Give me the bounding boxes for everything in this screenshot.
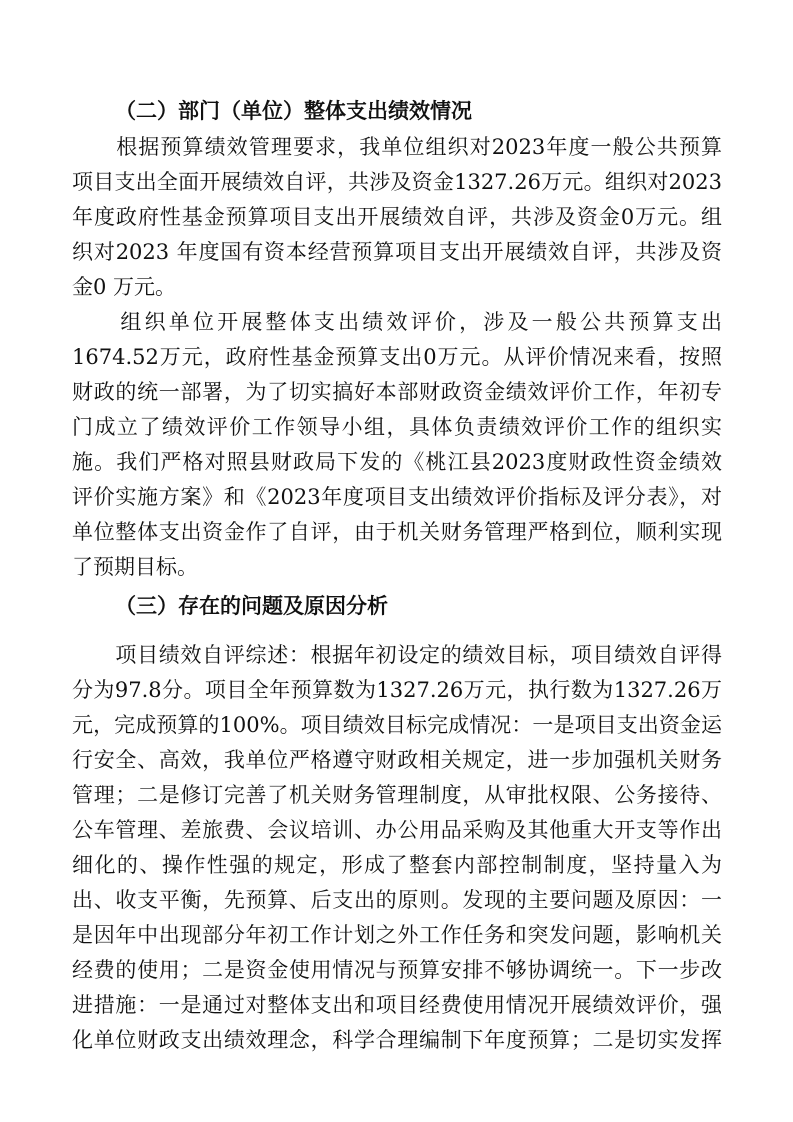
paragraph-line: 化单位财政支出绩效理念，科学合理编制下年度预算；二是切实发挥 [72, 1028, 722, 1052]
paragraph-line: 单位整体支出资金作了自评，由于机关财务管理严格到位，顺利实现 [72, 520, 722, 544]
paragraph-line: 行安全、高效，我单位严格遵守财政相关规定，进一步加强机关财务 [72, 748, 722, 772]
paragraph-line: 项目支出全面开展绩效自评，共涉及资金1327.26万元。组织对2023 [72, 170, 722, 194]
paragraph-line: 组织单位开展整体支出绩效评价，涉及一般公共预算支出 [72, 310, 722, 334]
paragraph-line: 1674.52万元，政府性基金预算支出0万元。从评价情况来看，按照 [72, 345, 722, 369]
paragraph-line: 是因年中出现部分年初工作计划之外工作任务和突发问题，影响机关 [72, 923, 722, 947]
paragraph-line: 财政的统一部署，为了切实搞好本部财政资金绩效评价工作，年初专 [72, 380, 722, 404]
paragraph-line: 进措施：一是通过对整体支出和项目经费使用情况开展绩效评价，强 [72, 993, 722, 1017]
section-heading-overall-performance: （二）部门（单位）整体支出绩效情况 [115, 99, 472, 123]
paragraph-line: 施。我们严格对照县财政局下发的《桃江县2023度财政性资金绩效 [72, 450, 722, 474]
paragraph-line: 分为97.8分。项目全年预算数为1327.26万元，执行数为1327.26万 [72, 678, 722, 702]
section-heading-problems-analysis: （三）存在的问题及原因分析 [115, 594, 388, 618]
paragraph-line: 管理；二是修订完善了机关财务管理制度，从审批权限、公务接待、 [72, 783, 722, 807]
paragraph-line: 出、收支平衡，先预算、后支出的原则。发现的主要问题及原因：一 [72, 888, 722, 912]
paragraph-line: 细化的、操作性强的规定，形成了整套内部控制制度，坚持量入为 [72, 853, 722, 877]
paragraph-line: 公车管理、差旅费、会议培训、办公用品采购及其他重大开支等作出 [72, 818, 722, 842]
paragraph-line: 评价实施方案》和《2023年度项目支出绩效评价指标及评分表》，对 [72, 485, 722, 509]
paragraph-line: 经费的使用；二是资金使用情况与预算安排不够协调统一。下一步改 [72, 958, 722, 982]
paragraph-line: 年度政府性基金预算项目支出开展绩效自评，共涉及资金0万元。组 [72, 205, 722, 229]
paragraph-line: 项目绩效自评综述：根据年初设定的绩效目标，项目绩效自评得 [72, 643, 722, 667]
paragraph-line: 门成立了绩效评价工作领导小组，具体负责绩效评价工作的组织实 [72, 415, 722, 439]
paragraph-line: 了预期目标。 [72, 555, 198, 579]
paragraph-line: 元，完成预算的100%。项目绩效目标完成情况：一是项目支出资金运 [72, 713, 722, 737]
paragraph-line: 金0 万元。 [72, 275, 177, 299]
paragraph-line: 根据预算绩效管理要求，我单位组织对2023年度一般公共预算 [72, 135, 722, 159]
paragraph-line: 织对2023 年度国有资本经营预算项目支出开展绩效自评，共涉及资 [72, 240, 722, 264]
